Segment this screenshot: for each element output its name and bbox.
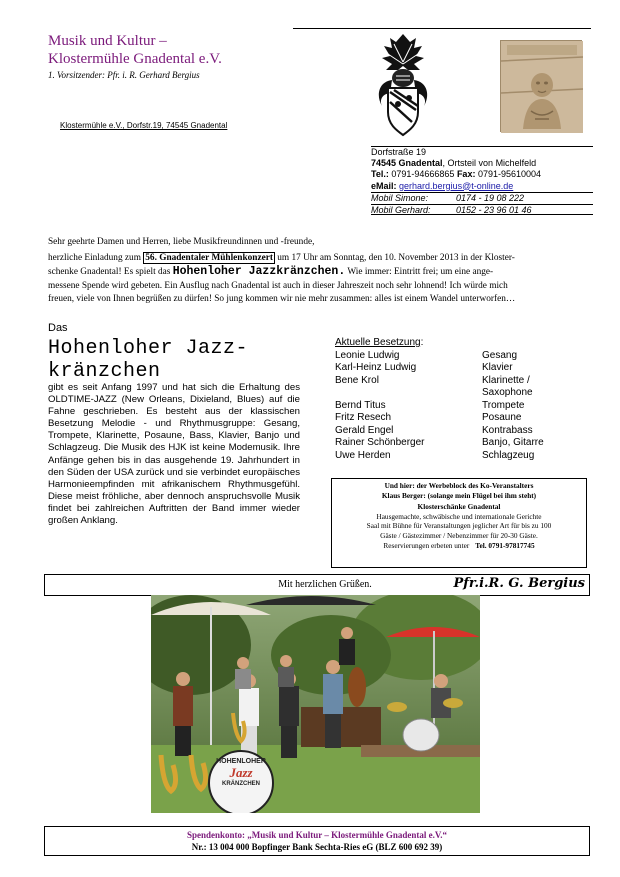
member-name: Bene Krol: [335, 374, 379, 386]
letter-text: herzliche Einladung zum: [48, 252, 144, 263]
band-description: gibt es seit Anfang 1997 und hat sich die Erhaltung des OLDTIME-JAZZ (New Orleans, Dixieland, Blues) auf die Fahne geschrieben. Es besteht aus der klassischen Besetzung Melodie - und Rhythmusgruppe: Gesang, Trompete, Klarinette, Posaune, Bass, Klavier, Banjo und Schlagzeug. Die Musik des HJK ist keine Modemusik. Ihre Anfänge gehen bis in das ausgehende 19. Jahrhundert in den Süden der USA zurück und sie verbindet europäisches Harmonieempfinden mit afrikanischem Rhythmusgefühl. Diese meist fröhliche, aber dennoch anspruchsvolle Musik findet bei zahlreichen Auftritten der Band immer wieder großen Anklang.: [48, 382, 300, 527]
zip-city-suffix: , Ortsteil von Michelfeld: [442, 157, 537, 168]
member-instrument: Klarinette /: [482, 374, 530, 386]
ad-phone: Tel. 0791-97817745: [475, 540, 535, 550]
letter-line3: messene Spende wird gebeten. Ein Ausflug nach Gnadental ist auch in dieser Jahreszeit noch sehr lohnend! Ich würde mich: [48, 280, 508, 291]
member-name: Rainer Schönberger: [335, 437, 425, 448]
member-name: Karl-Heinz Ludwig: [335, 362, 417, 373]
lineup-row: [335, 400, 585, 413]
letter-body: [48, 236, 580, 307]
member-instrument: Saxophone: [482, 387, 533, 398]
tel-label: Tel.:: [371, 169, 389, 179]
band-title-line2: kränzchen: [48, 360, 161, 383]
chairman-line: 1. Vorsitzender: Pfr. i. R. Gerhard Bergius: [48, 70, 200, 80]
member-instrument: Posaune: [482, 412, 522, 423]
letter-line4: freuen, viele von Ihnen begrüßen zu dürfen! So jung kommen wir nie mehr zusammen: alles ist einem Wandel unterworfen…: [48, 294, 516, 304]
ad-line3: Klosterschänke Gnadental: [417, 502, 501, 512]
lineup-row: [335, 412, 585, 425]
ad-reservation-text: Reservierungen erbeten unter: [383, 540, 470, 550]
coat-of-arms-image: [372, 32, 434, 138]
lineup-row: [335, 437, 585, 450]
lineup-row: [335, 425, 585, 438]
fax-label: Fax:: [456, 169, 476, 179]
donation-account-number: Nr.: 13 004 000 Bopfinger Bank Sechta-Ries eG (BLZ 600 692 39): [191, 842, 443, 852]
street: Dorfstraße 19: [371, 146, 593, 158]
mobile2-label: Mobil Gerhard:: [371, 204, 431, 215]
member-name: Gerald Engel: [335, 424, 394, 436]
stone-relief-image: [500, 40, 582, 132]
ad-line4: Hausgemachte, schwäbische und internationale Gerichte: [376, 511, 542, 521]
tel-number: 0791-94666865: [391, 169, 455, 179]
member-instrument: Klavier: [482, 362, 513, 373]
member-name: Uwe Herden: [335, 449, 391, 461]
ad-line7: [332, 541, 586, 551]
member-instrument: Kontrabass: [482, 424, 533, 436]
ad-line1: Und hier: der Werbeblock des Ko-Veranstalters: [384, 481, 534, 490]
letter-text: um 17 Uhr am Sonntag, den 10. November 2013 in der Kloster-: [274, 252, 515, 263]
mobile1-number: 0174 - 19 08 222: [456, 193, 525, 203]
letter-greeting: Sehr geehrte Damen und Herren, liebe Musikfreundinnen und -freunde,: [48, 237, 315, 247]
org-name-line2: Klostermühle Gnadental e.V.: [48, 51, 222, 67]
email-label: eMail:: [371, 180, 397, 191]
lineup-row: [335, 350, 585, 363]
drum-logo-line3: KRÄNZCHEN: [222, 781, 260, 787]
contact-block: [371, 146, 593, 215]
drum-logo-line1: HOHENLOHER: [216, 758, 266, 765]
org-name-line1: Musik und Kultur –: [48, 33, 167, 49]
letter-line1: [48, 252, 580, 266]
donation-account-name: Spendenkonto: „Musik und Kultur – Klostermühle Gnadental e.V.“: [187, 830, 447, 840]
ad-box: [331, 478, 587, 568]
donation-footer: [44, 826, 590, 856]
lineup-row: [335, 450, 585, 463]
lineup-heading: Aktuelle Besetzung: [335, 337, 421, 348]
mobile2-number: 0152 - 23 96 01 46: [456, 204, 532, 215]
drum-logo-line2: Jazz: [229, 765, 253, 780]
mobile1-label: Mobil Simone:: [371, 193, 429, 203]
member-name: Fritz Resech: [335, 412, 392, 423]
ad-line2: Klaus Berger: (solange mein Flügel bei ihm steht): [381, 490, 537, 500]
lineup: [335, 337, 585, 462]
band-name-inline: Hohenloher Jazzkränzchen.: [172, 265, 346, 278]
event-name: 56. Gnadentaler Mühlenkonzert: [145, 252, 273, 263]
lineup-row: [335, 387, 585, 400]
member-name: Leonie Ludwig: [335, 349, 400, 361]
member-instrument: Gesang: [482, 349, 518, 361]
lineup-heading-colon: :: [420, 337, 424, 348]
email-link[interactable]: gerhard.bergius@t-online.de: [399, 180, 514, 191]
band-title: [48, 337, 248, 383]
organization-name: [48, 32, 222, 68]
zip-city: 74545 Gnadental: [371, 157, 443, 168]
letter-text: Wie immer: Eintritt frei; um eine ange-: [345, 267, 494, 277]
fax-number: 0791-95610004: [477, 169, 542, 179]
closing-bar: [44, 574, 590, 596]
signature: Pfr.i.R. G. Bergius: [453, 576, 585, 591]
drum-logo: [209, 758, 273, 787]
header-rule: [293, 28, 591, 29]
member-instrument: Trompete: [482, 399, 525, 411]
lineup-row: [335, 375, 585, 388]
lineup-row: [335, 362, 585, 375]
ad-line6: Gäste / Gästezimmer / Nebenzimmer für 20-30 Gäste.: [380, 530, 538, 540]
closing-greeting: Mit herzlichen Grüßen.: [278, 579, 372, 590]
ad-line5: Saal mit Bühne für Veranstaltungen jeglicher Art für bis zu 100: [366, 521, 552, 531]
member-instrument: Banjo, Gitarre: [482, 437, 544, 448]
member-name: Bernd Titus: [335, 399, 386, 411]
letter-line2: [48, 265, 580, 280]
band-photo: [151, 595, 480, 813]
intro-word: Das: [48, 322, 68, 334]
band-title-line1: Hohenloher Jazz-: [48, 337, 249, 360]
member-instrument: Schlagzeug: [482, 449, 535, 461]
letter-text: schenke Gnadental! Es spielt das: [48, 267, 173, 277]
sender-address-line: Klostermühle e.V., Dorfstr.19, 74545 Gnadental: [60, 121, 228, 130]
